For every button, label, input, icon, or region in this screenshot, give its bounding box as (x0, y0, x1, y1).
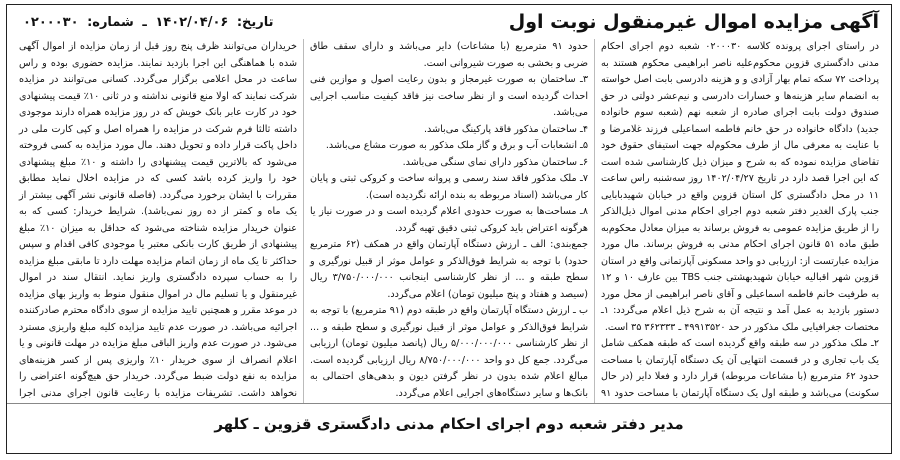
paragraph: ۴ـ ساختمان مذکور فاقد پارکینگ می‌باشد. (423, 123, 588, 135)
paragraph: ۲ـ ملک مذکور در سه طبقه واقع گردیده است که طبقه همکف شامل یک باب تجاری و در قسمت انتهایی آن یک دستگاه آپارتمان با مساحت حدود ۶۲ مترمربع (با مشاعات مربوطه) قرار دارد و فعلا دایر (در حال سکونت) می‌باشد و طبقه اول یک دستگاه آپارتمان با مساحت حدود ۹۱ (601, 338, 880, 399)
paragraph: حدود ۹۱ مترمربع (با مشاعات) دایر می‌باشد و دارای سقف طاق ضربی و بخشی به صورت شیروانی است. (310, 41, 588, 69)
notice-meta: تاریخ: ۱۴۰۲/۰۴/۰۶ ـ شماره: ۰۲۰۰۰۳۰ (23, 14, 274, 30)
paragraph: ۵ـ انشعابات آب و برق و گاز ملک مذکور به صورت مشاع می‌باشد. (325, 140, 588, 151)
paragraph: ۳ـ ساختمان به صورت غیرمجاز و بدون رعایت اصول و موازین فنی احداث گردیده است و از نظر ساخت نیز فاقد کیفیت مناسب اجرایی می‌باشد. (310, 74, 588, 118)
paragraph: ۷ـ ملک مذکور فاقد سند رسمی و پروانه ساخت و کروکی ثبتی و پایان کار می‌باشد (اسناد مربوطه به بنده ارائه نگردیده است). (310, 173, 588, 201)
column-middle (304, 39, 595, 403)
paragraph (310, 402, 588, 403)
auction-notice (6, 4, 892, 454)
paragraph: ب ـ ارزش دستگاه آپارتمان واقع در طبقه دوم (۹۱ مترمربع) با توجه به شرایط فوق‌الذکر و عوامل موثر از قبیل نورگیری و سطح طبقه و ... از نظر کارشناسی ۵/۰۰۰/۰۰۰/۰۰۰ ریال (پانصد میلیون تومان) ارزیابی می‌گردد. جمع کل دو واحد ۸/۷۵۰/۰۰۰/۰۰۰ ریال ارزیابی گردیده است. مبالغ اعلام شده بدون در نظر گرفتن دیون و بدهی‌های احتمالی به بانک‌ها و سایر دستگاه‌های اجرایی اعلام می‌گردد. (310, 305, 588, 399)
date-value: ۱۴۰۲/۰۴/۰۶ (155, 14, 229, 30)
paragraph: خریداران می‌توانند ظرف پنج روز قبل از زمان مزایده از اموال آگهی شده با هماهنگی این اجرا بازدید نمایند. مزایده حضوری بوده و راس ساعت در محل اعلامی برگزار می‌گردد. کسانی می‌توانند در مزایده شرکت نمایند که اولا منع قانونی نداشته و در ثانی ۱۰٪ قیمت پیشنهادی خود در کارت عابر بانک خویش که در روز مزایده همراه دارند موجودی داشته ثالثا فرم شرکت در مزایده را همراه اصل و کپی کارت ملی در داخل پاکت قرار داده و تحویل دهند. مال مورد مزایده به کسی فروخته می‌شود که بالاترین قیمت پیشنهادی را داشته و ۱۰٪ مبلغ پیشنهادی خود را واریز کرده باشد کسی که در مزایده اخلال نماید مطابق مقررات با ایشان برخورد می‌گردد. (فاصله قانونی نشر آگهی بیشتر از یک ماه و کمتر از ده روز نمی‌باشد). شرایط خریدار: کسی که به عنوان خریدار مزایده شناخته می‌شود که حداقل به میزان ۱۰٪ مبلغ پیشنهادی از طریق کارت بانکی معتبر یا موجودی کافی اقدام و سپس حداکثر تا یک ماه از زمان اتمام مزایده مهلت دارد تا مابقی مبلغ مزایده را به حساب سپرده دادگستری واریز نماید. انتقال سند در اموال غیرمنقول و یا تسلیم مال در اموال منقول منوط به واریز بهای مزایده در موعد مقرر و همچنین تایید مزایده از سوی دادگاه محترم صادرکننده اجرائیه می‌باشد. در صورت عدم تایید مزایده کلیه مبلغ واریزی مسترد می‌شود. در صورت عدم واریز الباقی مبلغ مزایده در مهلت قانونی و یا اعلام انصراف از سوی خریدار ۱۰٪ واریزی پس از کسر هزینه‌های مزایده به نفع دولت ضبط می‌گردد. خریدار حق هیچ‌گونه اعتراضی را نخواهد داشت. تشریفات مزایده با رعایت قانون اجرای مدنی اجرا (19, 41, 297, 399)
paragraph: در راستای اجرای پرونده کلاسه ۰۲۰۰۰۳۰ شعبه دوم اجرای احکام مدنی دادگستری قزوین محکوم‌علیه ناصر ابراهیمی محکوم هستند به پرداخت ۷۲ سکه تمام بهار آزادی و و هزینه دادرسی بابت اصل خواسته به انضمام سایر هزینه‌ها و خسارات دادرسی و نیم‌عشر دولتی در حق صندوق دولت بابت اجرای صادره از شعبه نهم (شعبه سوم خانواده جدید) دادگاه خانواده در حق خانم فاطمه اسماعیلی فرزند غلامرضا و با عنایت به معرفی مال از طرف محکوم‌له جهت استیفای حقوق خود تقاضای مزایده نموده که به شرح و میزان ذیل کارشناسی شده است که این اجرا قصد دارد در تاریخ ۱۴۰۲/۰۴/۲۷ روز سه‌شنبه راس ساعت ۱۱ در محل دادگستری کل استان قزوین واقع در خیابان شهیدبابایی جنب پارک الغدیر دفتر شعبه دوم اجرای احکام مدنی اموال ذیل‌الذکر را از طریق مزایده عمومی به فروش برساند به میزان معادل محکوم‌به طبق ماده ۵۱ قانون اجرای احکام مدنی به فروش برساند. مال مورد مزایده عبارتست از: ارزیابی دو واحد مسکونی آپارتمانی واقع در استان قزوین شهر اقبالیه خیابان شهیدبهشتی جنب TBS بین عارف ۱۰ و ۱۲ به طرفیت خانم فاطمه اسماعیلی و آقای ناصر ابراهیمی از محل مورد دستور بازدید به عمل آمد و نتیجه آن به شرح ذیل اعلام می‌گردد: ۱ـ مختصات جغرافیایی ملک مذکور در حد ۴۹۹۱۳۵۲۰ ـ ۳۶۲۳۳۳ ۳۵ است. (601, 41, 880, 333)
date-label: تاریخ: (236, 14, 274, 30)
paragraph: ۸ـ مساحت‌ها به صورت حدودی اعلام گردیده است و در صورت نیاز یا هرگونه اعتراض باید کروکی ثبتی دقیق تهیه گردد. (310, 206, 588, 234)
column-left (13, 39, 304, 403)
number-label: شماره: (87, 14, 134, 30)
notice-signature: مدیر دفتر شعبه دوم اجرای احکام مدنی دادگستری قزوین ـ کلهر (7, 403, 891, 444)
paragraph: جمع‌بندی: الف ـ ارزش دستگاه آپارتمان واقع در همکف (۶۲ مترمربع حدود) با توجه به شرایط فوق‌الذکر و عوامل موثر از قبیل نورگیری و سطح طبقه و ... از نظر کارشناسی اینجانب ۳/۷۵۰/۰۰۰/۰۰۰ ریال (سیصد و هفتاد و پنج میلیون تومان) اعلام می‌گردد. (310, 239, 588, 300)
number-value: ۰۲۰۰۰۳۰ (23, 14, 79, 30)
notice-title: آگهی مزایده اموال غیرمنقول نوبت اول (508, 11, 879, 33)
notice-body (7, 39, 891, 403)
paragraph: ۶ـ ساختمان مذکور دارای نمای سنگی می‌باشد. (402, 156, 588, 168)
column-right (595, 39, 885, 403)
notice-header (7, 5, 891, 39)
